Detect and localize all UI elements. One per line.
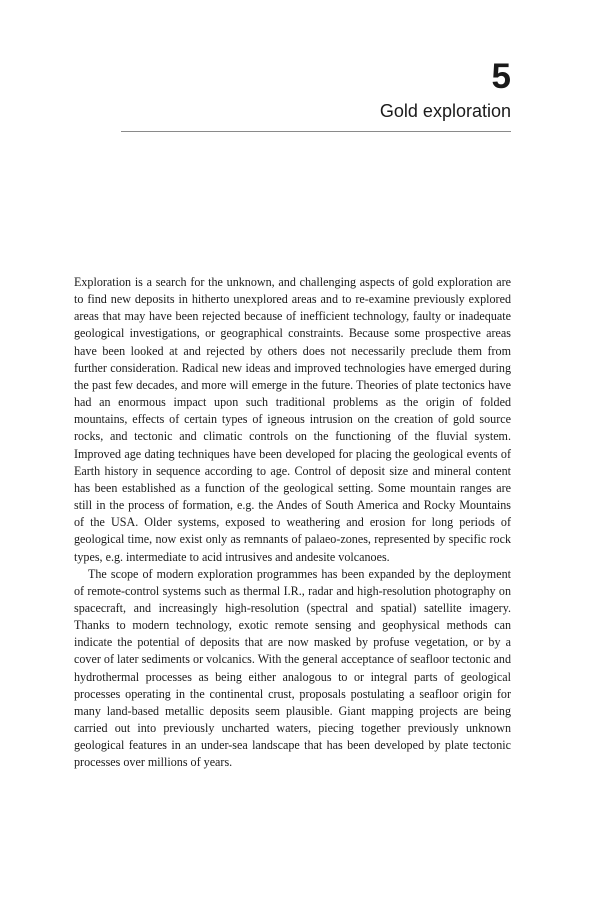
body-text [74,274,511,772]
chapter-title: Gold exploration [379,101,511,121]
paragraph: The scope of modern exploration programmes has been expanded by the deployment of remote-control systems such as thermal I.R., radar and high-resolution photography on spacecraft, and increasingly high-resolution (spectral and spatial) satellite imagery. Thanks to modern technology, exotic remote sensing and geophysical methods can indicate the potential of deposits that are now masked by profuse vegetation, or by a cover of later sediments or volcanics. With the general acceptance of seafloor tectonic and hydrothermal processes as being either analogous to or integral parts of geological processes operating in the continental crust, proposals postulating a seafloor origin for many land-based metallic deposits seem plausible. Giant mapping projects are being carried out into previously uncharted waters, piecing together previously unknown geological features in an under-sea landscape that has been developed by plate tectonic processes over millions of years. [74,566,511,770]
chapter-number: 5 [491,57,511,96]
chapter-divider [121,131,511,132]
paragraph: Exploration is a search for the unknown, and challenging aspects of gold exploration are to find new deposits in hitherto unexplored areas and to re-examine previously explored areas that may have been rejected because of inefficient technology, faulty or inadequate geological investigations, or geographical constraints. Because some prospective areas have been looked at and rejected by others does not necessarily preclude them from further consideration. Radical new ideas and improved technologies have emerged during the past few decades, and more will emerge in the future. Theories of plate tectonics have had an enormous impact upon such traditional problems as the origin of folded mountains, effects of certain types of igneous intrusion on the creation of gold source rocks, and tectonic and climatic controls on the functioning of the fluvial system. Improved age dating techniques have been developed for placing the geological events of Earth history in sequence according to age. Control of deposit size and mineral content has been established as a function of the geological setting. Some mountain ranges are still in the process of formation, e.g. the Andes of South America and Rocky Mountains of the USA. Older systems, exposed to weathering and erosion for long periods of geological time, now exist only as remnants of palaeo-zones, represented by specific rock types, e.g. intermediate to acid intrusives and andesite volcanoes. [74,275,511,564]
